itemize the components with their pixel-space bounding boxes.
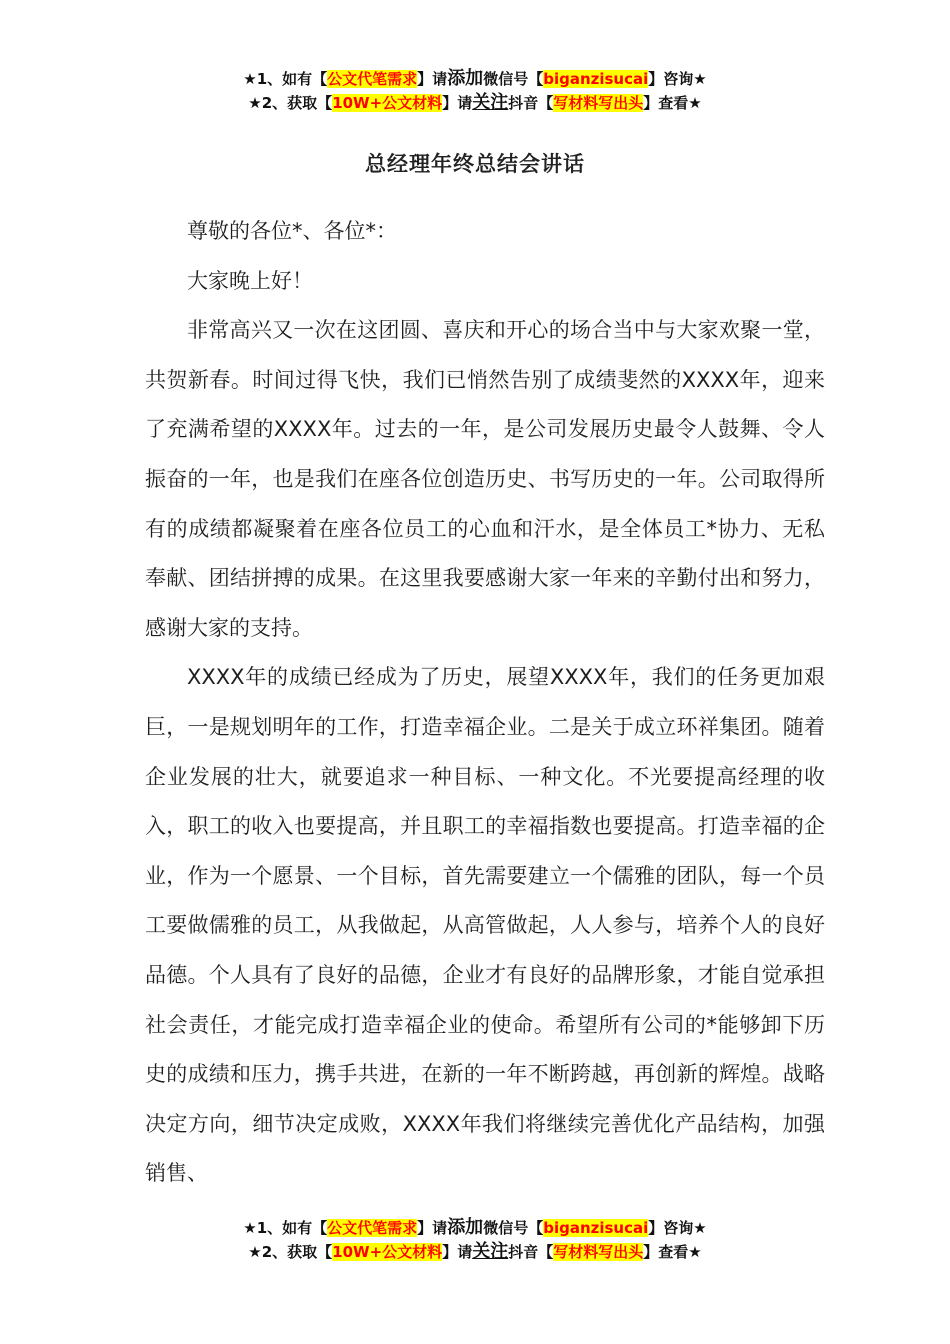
paragraph: 非常高兴又一次在这团圆、喜庆和开心的场合当中与大家欢聚一堂，共贺新春。时间过得飞快，我们已悄然告别了成绩斐然的XXXX年，迎来了充满希望的XXXX年。过去的一年，是公司发展历史最令人鼓舞、令人振奋的一年，也是我们在座各位创造历史、书写历史的一年。公司取得所有的成绩都凝聚着在座各位员工的心血和汗水，是全体员工*协力、无私奉献、团结拼搏的成果。在这里我要感谢大家一年来的辛勤付出和努力，感谢大家的支持。	[145, 318, 825, 640]
banner-text: 】查看★	[643, 94, 702, 112]
banner-line-2	[0, 91, 950, 115]
banner-text: 微信号【	[483, 1219, 544, 1237]
banner-text: 抖音【	[508, 94, 554, 112]
footer-banner	[0, 1216, 950, 1264]
paragraph: XXXX年的成绩已经成为了历史，展望XXXX年，我们的任务更加艰巨，一是规划明年的工作，打造幸福企业。二是关于成立环祥集团。随着企业发展的壮大，就要追求一种目标、一种文化。不光要提高经理的收入，职工的收入也要提高，并且职工的幸福指数也要提高。打造幸福的企业，作为一个愿景、一个目标，首先需要建立一个儒雅的团队，每一个员工要做儒雅的员工，从我做起，从高管做起，人人参与，培养个人的良好品德。个人具有了良好的品德，企业才有良好的品牌形象，才能自觉承担社会责任，才能完成打造幸福企业的使命。希望所有公司的*能够卸下历史的成绩和压力，携手共进，在新的一年不断跨越，再创新的辉煌。战略决定方向，细节决定成败，XXXX年我们将继续完善优化产品结构，加强销售、	[145, 665, 825, 1186]
banner-text: 】请	[417, 1219, 448, 1237]
banner-text: 】请	[442, 1243, 473, 1261]
banner-text: 】请	[417, 70, 448, 88]
banner-emphasis: 添加	[447, 1217, 484, 1238]
banner-highlight: 10W+公文材料	[332, 94, 443, 112]
banner-text: ★1、如有【	[243, 70, 328, 88]
banner-text: ★2、获取【	[248, 1243, 333, 1261]
banner-emphasis: 关注	[472, 1241, 509, 1262]
banner-text: 】咨询★	[648, 70, 707, 88]
banner-highlight-wechat: biganzisucai	[543, 70, 649, 88]
banner-text: ★2、获取【	[248, 94, 333, 112]
banner-highlight: 公文代笔需求	[327, 1219, 418, 1237]
header-banner	[0, 67, 950, 115]
document-title: 总经理年终总结会讲话	[365, 152, 585, 176]
greeting: 大家晚上好！	[187, 268, 313, 293]
banner-text: 】请	[442, 94, 473, 112]
banner-highlight-douyin: 写材料写出头	[553, 1243, 644, 1261]
banner-text: 微信号【	[483, 70, 544, 88]
salutation: 尊敬的各位*、各位*：	[187, 219, 397, 243]
banner-line-1	[0, 67, 950, 91]
banner-highlight: 公文代笔需求	[327, 70, 418, 88]
banner-highlight-wechat: biganzisucai	[543, 1219, 649, 1237]
banner-emphasis: 添加	[447, 68, 484, 89]
banner-text: 】查看★	[643, 1243, 702, 1261]
banner-emphasis: 关注	[472, 92, 509, 113]
banner-line-2	[0, 1240, 950, 1264]
banner-highlight-douyin: 写材料写出头	[553, 94, 644, 112]
document-body	[145, 207, 825, 1199]
banner-text: ★1、如有【	[243, 1219, 328, 1237]
banner-line-1	[0, 1216, 950, 1240]
banner-text: 】咨询★	[648, 1219, 707, 1237]
banner-text: 抖音【	[508, 1243, 554, 1261]
banner-highlight: 10W+公文材料	[332, 1243, 443, 1261]
